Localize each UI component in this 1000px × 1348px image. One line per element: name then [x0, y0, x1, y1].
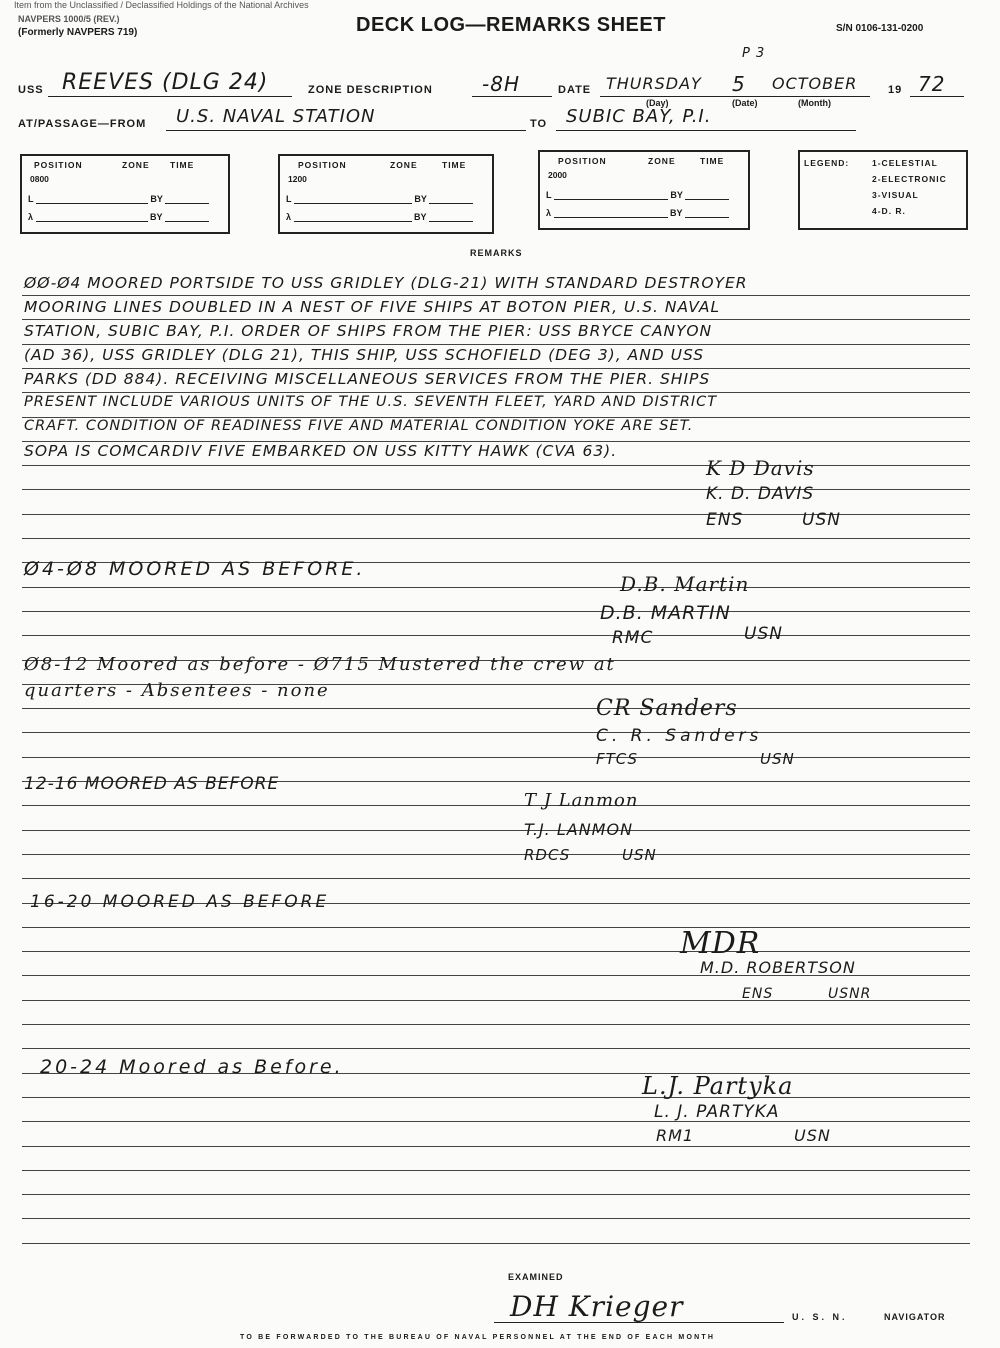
- signer-service: USN: [622, 846, 657, 864]
- position-header: POSITION: [558, 156, 607, 166]
- ruled-line: [22, 1121, 970, 1122]
- time-header: TIME: [700, 156, 725, 166]
- signature: L.J. Partyka: [642, 1072, 794, 1100]
- remark-line: MOORING LINES DOUBLED IN A NEST OF FIVE SHIPS AT BOTON PIER, U.S. NAVAL: [24, 298, 721, 316]
- ruled-line: [22, 878, 970, 879]
- ruled-line: [22, 1097, 970, 1098]
- zone-value: -8H: [482, 72, 520, 96]
- ruled-line: [22, 927, 970, 928]
- ruled-line: [22, 295, 970, 296]
- zone-header: ZONE: [122, 160, 150, 170]
- ruled-line: [22, 344, 970, 345]
- signature: T J Lanmon: [524, 790, 639, 811]
- date-caption: (Date): [732, 98, 758, 108]
- longitude-row: λ BY: [28, 212, 209, 222]
- year-value: 72: [918, 72, 946, 96]
- usn-label: U. S. N.: [792, 1312, 848, 1322]
- zone-header: ZONE: [648, 156, 676, 166]
- signer-name: C. R. Sanders: [596, 726, 763, 746]
- year-prefix: 19: [888, 84, 903, 96]
- legend-item-celestial: 1-CELESTIAL: [872, 158, 938, 168]
- position-time: 1200: [288, 174, 307, 184]
- ruled-line: [22, 587, 970, 588]
- ruled-line: [22, 1170, 970, 1171]
- examiner-line: [494, 1322, 784, 1323]
- legend-item-electronic: 2-ELECTRONIC: [872, 174, 947, 184]
- latitude-row: L BY: [286, 194, 473, 204]
- page-title: DECK LOG—REMARKS SHEET: [356, 14, 666, 36]
- remark-line: SOPA IS COMCARDIV FIVE EMBARKED ON USS KITTY HAWK (CVA 63).: [24, 442, 618, 460]
- from-value: U.S. NAVAL STATION: [176, 106, 376, 127]
- remark-line: 12-16 MOORED AS BEFORE: [24, 774, 280, 794]
- longitude-row: λ BY: [546, 208, 729, 218]
- ruled-line: [22, 805, 970, 806]
- ruled-line: [22, 1194, 970, 1195]
- ruled-line: [22, 392, 970, 393]
- ruled-line: [22, 708, 970, 709]
- serial-number: S/N 0106-131-0200: [836, 23, 924, 34]
- signer-service: USN: [744, 624, 783, 644]
- to-value: SUBIC BAY, P.I.: [566, 106, 712, 127]
- ruled-line: [22, 611, 970, 612]
- position-time: 2000: [548, 170, 567, 180]
- signer-rank: RM1: [656, 1126, 695, 1145]
- position-box-2000: [538, 150, 750, 230]
- zone-description-label: ZONE DESCRIPTION: [308, 84, 433, 96]
- latitude-row: L BY: [28, 194, 209, 204]
- date-label: DATE: [558, 84, 592, 96]
- signer-rank: RDCS: [524, 846, 571, 864]
- signature: D.B. Martin: [620, 572, 750, 596]
- time-header: TIME: [170, 160, 195, 170]
- signer-rank: ENS: [706, 510, 744, 530]
- remark-line: Ø4-Ø8 MOORED AS BEFORE.: [24, 558, 366, 580]
- signer-service: USN: [794, 1126, 831, 1145]
- position-box-0800: [20, 154, 230, 234]
- ruled-line: [22, 465, 970, 466]
- ruled-line: [22, 757, 970, 758]
- signer-name: D.B. MARTIN: [600, 602, 731, 624]
- remark-line: ØØ-Ø4 MOORED PORTSIDE TO USS GRIDLEY (DLG-21) WITH STANDARD DESTROYER: [24, 274, 748, 292]
- signer-service: USN: [802, 510, 841, 530]
- remark-line: quarters - Absentees - none: [24, 680, 330, 701]
- ruled-line: [22, 368, 970, 369]
- examiner-signature: DH Krieger: [510, 1290, 684, 1323]
- legend-item-visual: 3-VISUAL: [872, 190, 919, 200]
- day-caption: (Day): [646, 98, 669, 108]
- ruled-line: [22, 635, 970, 636]
- signer-rank: RMC: [612, 628, 654, 648]
- position-time: 0800: [30, 174, 49, 184]
- legend-item-dr: 4-D. R.: [872, 206, 906, 216]
- uss-name: REEVES (DLG 24): [62, 70, 269, 95]
- ruled-line: [22, 319, 970, 320]
- signer-service: USN: [760, 750, 795, 768]
- ruled-line: [22, 1218, 970, 1219]
- remark-line: (AD 36), USS GRIDLEY (DLG 21), THIS SHIP, USS SCHOFIELD (DEG 3), AND USS: [24, 346, 705, 364]
- zone-header: ZONE: [390, 160, 418, 170]
- day-value: THURSDAY: [606, 74, 702, 93]
- signer-name: L. J. PARTYKA: [654, 1102, 780, 1122]
- month-caption: (Month): [798, 98, 831, 108]
- ruled-line: [22, 732, 970, 733]
- remark-line: PARKS (DD 884). RECEIVING MISCELLANEOUS SERVICES FROM THE PIER. SHIPS: [24, 370, 711, 388]
- archives-note: Item from the Unclassified / Declassified Holdings of the National Archives: [14, 0, 309, 10]
- signer-name: M.D. ROBERTSON: [700, 958, 856, 977]
- navigator-label: NAVIGATOR: [884, 1312, 946, 1322]
- uss-label: USS: [18, 84, 44, 96]
- ruled-line: [22, 1024, 970, 1025]
- signer-name: K. D. DAVIS: [706, 484, 815, 504]
- date-value: 5: [732, 72, 746, 96]
- remark-line: 20-24 Moored as Before.: [40, 1056, 344, 1078]
- ruled-line: [22, 538, 970, 539]
- remark-line: Ø8-12 Moored as before - Ø715 Mustered the crew at: [24, 654, 616, 675]
- examined-label: EXAMINED: [508, 1272, 564, 1282]
- time-header: TIME: [442, 160, 467, 170]
- at-passage-label: AT/PASSAGE—FROM: [18, 118, 147, 130]
- remark-line: PRESENT INCLUDE VARIOUS UNITS OF THE U.S. SEVENTH FLEET, YARD AND DISTRICT: [24, 394, 718, 410]
- position-box-1200: [278, 154, 494, 234]
- remark-line: CRAFT. CONDITION OF READINESS FIVE AND MATERIAL CONDITION YOKE ARE SET.: [24, 418, 694, 434]
- ruled-line: [22, 951, 970, 952]
- to-label: TO: [530, 118, 548, 130]
- position-header: POSITION: [298, 160, 347, 170]
- signer-service: USNR: [828, 986, 872, 1002]
- position-header: POSITION: [34, 160, 83, 170]
- legend-box: [798, 150, 968, 230]
- longitude-row: λ BY: [286, 212, 473, 222]
- ruled-line: [22, 830, 970, 831]
- ruled-line: [22, 1146, 970, 1147]
- ruled-line: [22, 1243, 970, 1244]
- signature: CR Sanders: [596, 696, 738, 721]
- signer-rank: ENS: [742, 986, 774, 1002]
- signature: K D Davis: [706, 456, 815, 480]
- remark-line: STATION, SUBIC BAY, P.I. ORDER OF SHIPS FROM THE PIER: USS BRYCE CANYON: [24, 322, 713, 340]
- signature: MDR: [680, 926, 761, 961]
- remark-line: 16-20 MOORED AS BEFORE: [30, 892, 330, 912]
- page-stamp: P 3: [742, 46, 766, 61]
- signer-name: T.J. LANMON: [524, 820, 634, 839]
- ruled-line: [22, 854, 970, 855]
- legend-title: LEGEND:: [804, 158, 850, 168]
- remarks-heading: REMARKS: [470, 248, 523, 258]
- forwarding-note: TO BE FORWARDED TO THE BUREAU OF NAVAL PERSONNEL AT THE END OF EACH MONTH: [240, 1334, 716, 1341]
- formerly-note: (Formerly NAVPERS 719): [18, 27, 138, 38]
- latitude-row: L BY: [546, 190, 729, 200]
- month-value: OCTOBER: [772, 74, 858, 93]
- ruled-line: [22, 1048, 970, 1049]
- signer-rank: FTCS: [596, 750, 639, 768]
- form-number: NAVPERS 1000/5 (REV.): [18, 14, 120, 24]
- ruled-line: [22, 489, 970, 490]
